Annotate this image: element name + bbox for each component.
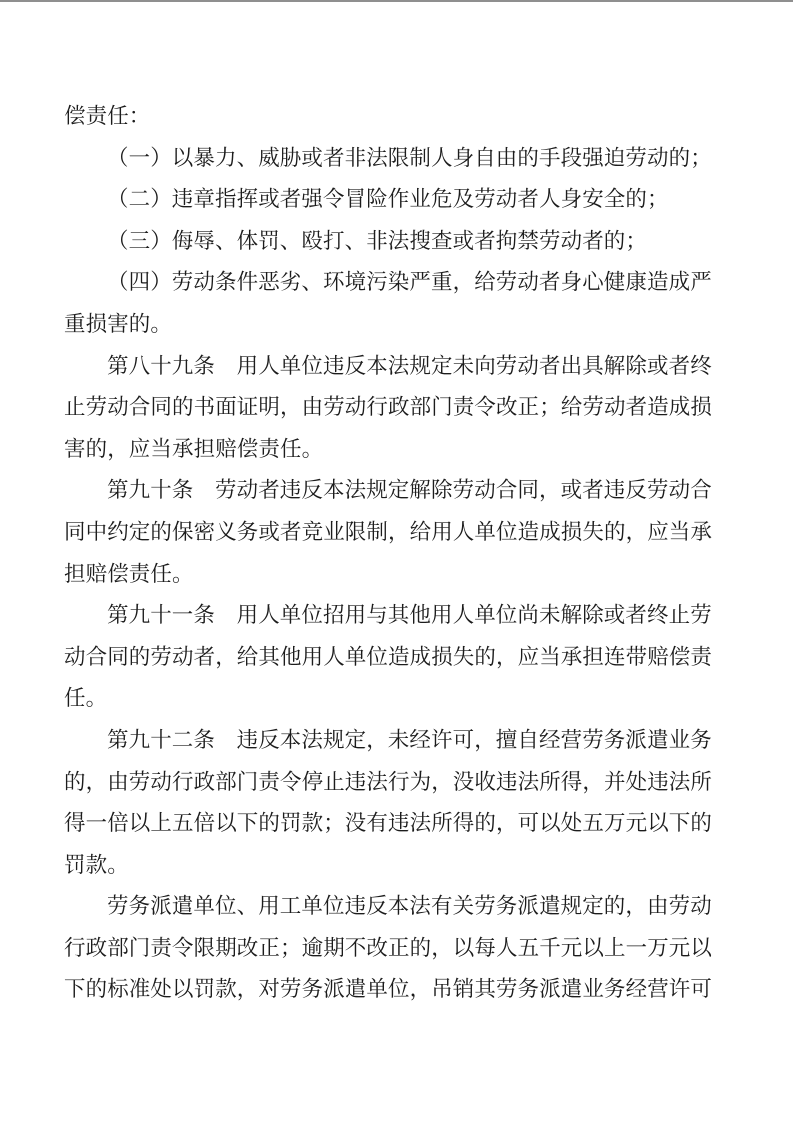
scan-edge-artifact	[0, 0, 793, 2]
text-line: （二）违章指挥或者强令冒险作业危及劳动者人身安全的；	[107, 187, 669, 212]
text-line: （四）劳动条件恶劣、环境污染严重，给劳动者身心健康造成严	[107, 270, 712, 295]
text-line: 的，由劳动行政部门责令停止违法行为，没收违法所得，并处违法所	[64, 769, 713, 794]
text-line: 害的，应当承担赔偿责任。	[64, 436, 324, 461]
text-line: 劳务派遣单位、用工单位违反本法有关劳务派遣规定的，由劳动	[107, 894, 712, 919]
text-line: 担赔偿责任。	[64, 561, 194, 586]
text-line: 第九十二条 违反本法规定，未经许可，擅自经营劳务派遣业务	[107, 727, 712, 752]
text-line: （一）以暴力、威胁或者非法限制人身自由的手段强迫劳动的；	[107, 145, 712, 170]
text-line: 第九十一条 用人单位招用与其他用人单位尚未解除或者终止劳	[107, 603, 712, 628]
text-line: 第八十九条 用人单位违反本法规定未向劳动者出具解除或者终	[107, 353, 712, 378]
text-line: 同中约定的保密义务或者竞业限制，给用人单位造成损失的，应当承	[64, 519, 713, 544]
text-line: 行政部门责令限期改正；逾期不改正的，以每人五千元以上一万元以	[64, 935, 713, 960]
text-line: 动合同的劳动者，给其他用人单位造成损失的，应当承担连带赔偿责	[64, 644, 713, 669]
text-line: 得一倍以上五倍以下的罚款；没有违法所得的，可以处五万元以下的	[64, 811, 713, 836]
text-line: 偿责任：	[64, 104, 151, 128]
text-line: 任。	[64, 686, 108, 711]
text-line: （三）侮辱、体罚、殴打、非法搜查或者拘禁劳动者的；	[107, 228, 648, 253]
text-line: 第九十条 劳动者违反本法规定解除劳动合同，或者违反劳动合	[107, 478, 712, 503]
text-line: 下的标准处以罚款，对劳务派遣单位，吊销其劳务派遣业务经营许可	[64, 977, 713, 1002]
document-text-block	[64, 96, 714, 1011]
text-line: 重损害的。	[64, 311, 173, 336]
text-line: 罚款。	[64, 852, 129, 877]
text-line: 止劳动合同的书面证明，由劳动行政部门责令改正；给劳动者造成损	[64, 395, 713, 420]
